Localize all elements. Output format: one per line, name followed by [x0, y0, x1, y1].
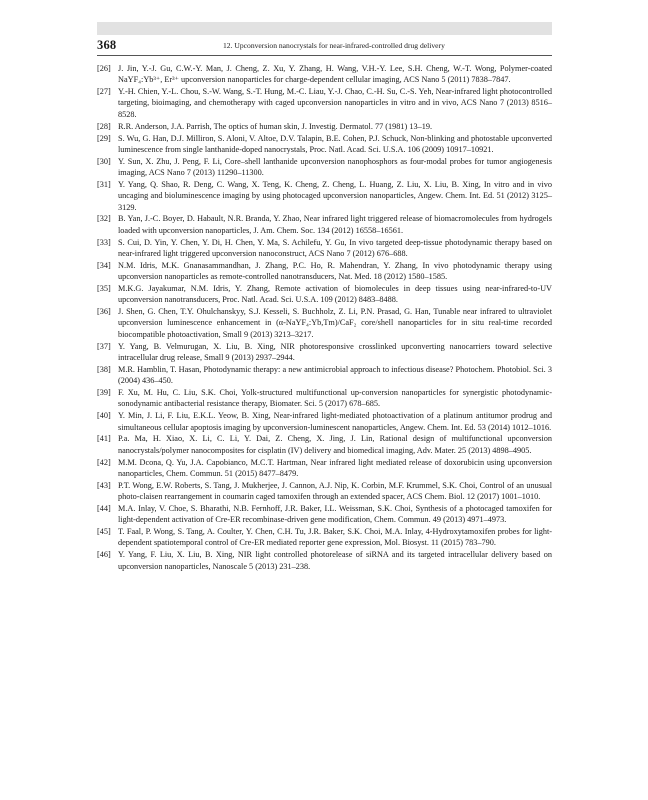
reference-number: [37] — [97, 341, 111, 351]
reference-text: M.M. Dcona, Q. Yu, J.A. Capobianco, M.C.T. Hartman, Near infrared light mediated release of doxorubicin using upconversion nanoparticles, Chem. Commun. 51 (2015) 8477–8479. — [118, 457, 552, 478]
reference-item — [97, 341, 552, 364]
reference-number: [45] — [97, 527, 111, 537]
reference-item — [97, 410, 552, 433]
reference-text: Y.-H. Chien, Y.-L. Chou, S.-W. Wang, S.-T. Hung, M.-C. Liau, Y.-J. Chao, C.-H. Su, C.-S. Yeh, Near-infrared light photocontrolled targeting, bioimaging, and chemotherapy with caged upconversion nanoparticles in vitro and in vivo, ACS Nano 7 (2013) 8516–8528. — [118, 87, 552, 119]
reference-item — [97, 549, 552, 572]
reference-number: [44] — [97, 503, 111, 513]
reference-item — [97, 156, 552, 179]
reference-item — [97, 480, 552, 503]
reference-item — [97, 260, 552, 283]
reference-number: [33] — [97, 237, 111, 247]
reference-text: Y. Min, J. Li, F. Liu, E.K.L. Yeow, B. Xing, Near-infrared light-mediated photoactivation of a platinum antitumor prodrug and simultaneous cellular apoptosis imaging by upconversion-luminescent nanoparticles, Angew. Chem. Int. Ed. 53 (2014) 1012–1016. — [118, 411, 552, 432]
reference-text: T. Faal, P. Wong, S. Tang, A. Coulter, Y. Chen, C.H. Tu, J.R. Baker, S.K. Choi, M.A. Inlay, 4-Hydroxytamoxifen probes for light-dependent spatiotemporal control of Cre-ER mediated reporter gene expression, Mol. Biosyst. 11 (2015) 783–790. — [118, 527, 552, 548]
header-bar — [97, 22, 552, 35]
reference-number: [42] — [97, 457, 111, 467]
page-number: 368 — [97, 38, 117, 52]
reference-item — [97, 121, 552, 132]
reference-list — [97, 63, 552, 573]
reference-number: [34] — [97, 260, 111, 270]
reference-text: M.A. Inlay, V. Choe, S. Bharathi, N.B. Fernhoff, J.R. Baker, I.L. Weissman, S.K. Choi, Synthesis of a photocaged tamoxifen for light-dependent activation of Cre-ER recombinase-driven gene modification, Chem. Commun. 49 (2013) 4971–4973. — [118, 503, 552, 525]
reference-number: [30] — [97, 156, 111, 166]
reference-text: R.R. Anderson, J.A. Parrish, The optics of human skin, J. Investig. Dermatol. 77 (1981) 13–19. — [118, 121, 433, 131]
reference-number: [28] — [97, 121, 111, 131]
reference-item — [97, 526, 552, 549]
reference-number: [46] — [97, 550, 111, 560]
reference-number: [26] — [97, 64, 111, 73]
reference-item — [97, 213, 552, 236]
reference-item — [97, 283, 552, 306]
reference-item — [97, 63, 552, 86]
reference-number: [31] — [97, 179, 111, 189]
reference-text: Y. Yang, F. Liu, X. Liu, B. Xing, NIR light controlled photorelease of siRNA and its targeted intracellular delivery based on upconversion nanoparticles, Nanoscale 5 (2013) 231–238. — [118, 550, 552, 571]
header-rule — [97, 55, 552, 56]
reference-number: [41] — [97, 434, 111, 444]
reference-text: Y. Yang, B. Velmurugan, X. Liu, B. Xing, NIR photoresponsive crosslinked upconverting nanocarriers toward selective intracellular drug release, Small 9 (2013) 2937–2944. — [118, 341, 552, 362]
reference-item — [97, 457, 552, 480]
reference-text: M.K.G. Jayakumar, N.M. Idris, Y. Zhang, Remote activation of biomolecules in deep tissues using near-infrared-to-UV upconversion nanotransducers, Proc. Natl. Acad. Sci. U.S.A. 109 (2012) 8483–8488. — [118, 283, 552, 305]
reference-number: [38] — [97, 364, 111, 374]
running-head: 12. Upconversion nanocrystals for near-infrared-controlled drug delivery — [223, 41, 445, 50]
reference-item — [97, 364, 552, 387]
reference-item — [97, 86, 552, 120]
reference-text: Y. Sun, X. Zhu, J. Peng, F. Li, Core–shell lanthanide upconversion nanophosphors as four-modal probes for tumor angiogenesis imaging, ACS Nano 7 (2013) 11290–11300. — [118, 156, 552, 178]
reference-number: [39] — [97, 388, 111, 398]
reference-number: [29] — [97, 133, 111, 143]
reference-text: M.R. Hamblin, T. Hasan, Photodynamic therapy: a new antimicrobial approach to infectious disease? Photochem. Photobiol. Sci. 3 (2004) 436–450. — [118, 364, 552, 386]
reference-text: F. Xu, M. Hu, C. Liu, S.K. Choi, Yolk-structured multifunctional up-conversion nanoparticles for synergistic photodynamic-sonodynamic antibacterial resistance therapy, Biomater. Sci. 5 (2017) 678–685. — [118, 388, 552, 409]
reference-item — [97, 133, 552, 156]
reference-item — [97, 237, 552, 260]
reference-item — [97, 433, 552, 456]
reference-text: N.M. Idris, M.K. Gnanasammandhan, J. Zhang, P.C. Ho, R. Mahendran, Y. Zhang, In vivo photodynamic therapy using upconversion nanoparticles as remote-controlled nanotransducers, Nat. Med. 18 (2012) 1580–1585. — [118, 260, 552, 282]
reference-number: [43] — [97, 480, 111, 490]
reference-number: [36] — [97, 307, 111, 317]
reference-number: [35] — [97, 283, 111, 293]
reference-number: [27] — [97, 87, 111, 97]
reference-item — [97, 387, 552, 410]
reference-text: S. Cui, D. Yin, Y. Chen, Y. Di, H. Chen, Y. Ma, S. Achilefu, Y. Gu, In vivo targeted deep-tissue photodynamic therapy based on near-infrared light triggered upconversion nanoconstruct, ACS Nano 7 (2012) 676–688. — [118, 237, 552, 258]
reference-text: J. Jin, Y.-J. Gu, C.W.-Y. Man, J. Cheng, Z. Xu, Y. Zhang, H. Wang, V.H.-Y. Lee, S.H. Cheng, W.-T. Wong, Polymer-coated NaYF₄:Yb³⁺, Er³⁺ upconversion nanoparticles for charge-dependent cellular imaging, ACS Nano 5 (2011) 7838–7847. — [118, 64, 552, 85]
reference-text: B. Yan, J.-C. Boyer, D. Habault, N.R. Branda, Y. Zhao, Near infrared light triggered release of biomacromolecules from hydrogels loaded with upconversion nanoparticles, J. Am. Chem. Soc. 134 (2012) 16558–16561. — [118, 214, 552, 235]
reference-number: [40] — [97, 411, 111, 421]
reference-item — [97, 306, 552, 340]
reference-number: [32] — [97, 214, 111, 224]
reference-text: P.a. Ma, H. Xiao, X. Li, C. Li, Y. Dai, Z. Cheng, X. Jing, J. Lin, Rational design of multifunctional upconversion nanocrystals/polymer nanocomposites for cisplatin (IV) delivery and biomedical imaging, Adv. Mater. 25 (2013) 4898–4905. — [118, 434, 552, 455]
reference-text: P.T. Wong, E.W. Roberts, S. Tang, J. Mukherjee, J. Cannon, A.J. Nip, K. Corbin, M.F. Krummel, S.K. Choi, Control of an unusual photo-claisen rearrangement in coumarin caged tamoxifen through an extended spacer, ACS Chem. Biol. 12 (2017) 1001–1010. — [118, 480, 552, 502]
reference-item — [97, 503, 552, 526]
reference-item — [97, 179, 552, 213]
reference-text: S. Wu, G. Han, D.J. Milliron, S. Aloni, V. Altoe, D.V. Talapin, B.E. Cohen, P.J. Schuck, Non-blinking and photostable upconverted luminescence from single lanthanide-doped nanocrystals, Proc. Natl. Acad. Sci. U.S.A. 106 (2009) 10917–10921. — [118, 133, 552, 154]
reference-text: J. Shen, G. Chen, T.Y. Ohulchanskyy, S.J. Kesseli, S. Buchholz, Z. Li, P.N. Prasad, G. Han, Tunable near infrared to ultraviolet upconversion luminescence enhancement in (α-NaYF₄:Yb,Tm)/CaF₂ core/shell nanoparticles for in situ real-time recorded biocompatible photoactivation, Small 9 (2013) 3213–3217. — [118, 307, 552, 339]
reference-text: Y. Yang, Q. Shao, R. Deng, C. Wang, X. Teng, K. Cheng, Z. Cheng, L. Huang, Z. Liu, X. Liu, B. Xing, In vitro and in vivo uncaging and bioluminescence imaging by using photocaged upconversion nanoparticles, Angew. Chem. Int. Ed. 51 (2012) 3125–3129. — [118, 179, 552, 212]
